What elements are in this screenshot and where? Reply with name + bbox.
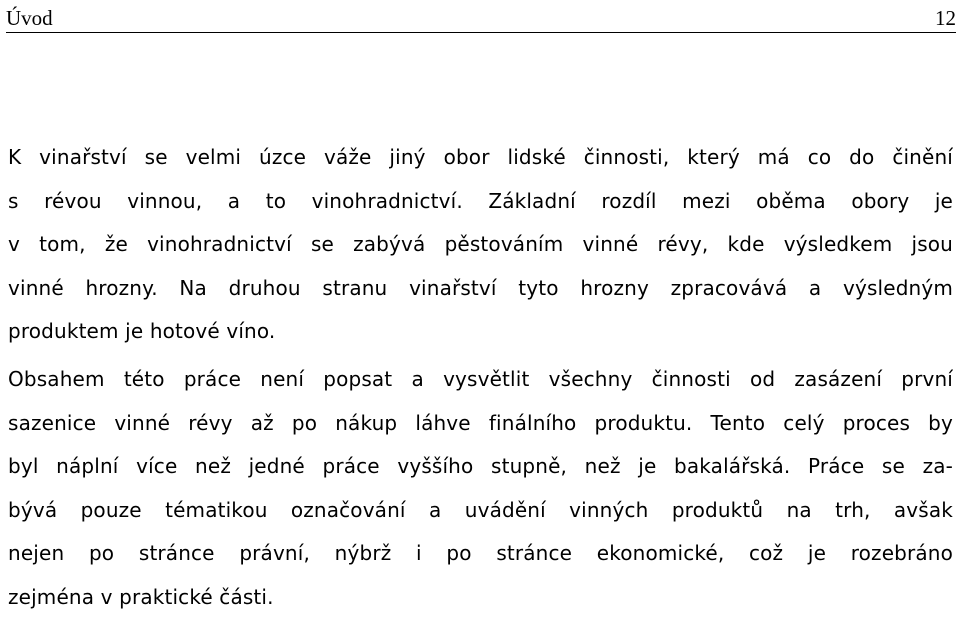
text-line: v tom, že vinohradnictví se zabývá pěstováním vinné révy, kde výsledkem jsou <box>8 232 953 257</box>
page-header <box>6 6 956 33</box>
text-line: bývá pouze tématikou označování a uvádění vinných produktů na trh, avšak <box>8 497 953 522</box>
text-line: K vinařství se velmi úzce váže jiný obor lidské činnosti, který má co do činění <box>8 145 953 169</box>
text-line: byl náplní více než jedné práce vyššího stupně, než je bakalářská. Práce se za- <box>8 454 953 479</box>
text-line: Obsahem této práce není popsat a vysvětlit všechny činnosti od zasázení první <box>8 366 953 391</box>
paragraph-scope <box>8 358 953 620</box>
body-text <box>8 136 953 620</box>
chapter-title: Úvod <box>6 6 53 30</box>
text-line: vinné hrozny. Na druhou stranu vinařství tyto hrozny zpracovává a výsledným <box>8 275 953 300</box>
text-line: sazenice vinné révy až po nákup láhve finálního produktu. Tento celý proces by <box>8 410 953 435</box>
text-line: nejen po stránce právní, nýbrž i po stránce ekonomické, což je rozebráno <box>8 541 953 566</box>
text-line: s révou vinnou, a to vinohradnictví. Základní rozdíl mezi oběma obory je <box>8 188 953 213</box>
text-line: zejména v praktické části. <box>8 584 274 609</box>
text-line: produktem je hotové víno. <box>8 319 276 344</box>
paragraph-intro <box>8 136 953 354</box>
page-number: 12 <box>935 6 956 30</box>
